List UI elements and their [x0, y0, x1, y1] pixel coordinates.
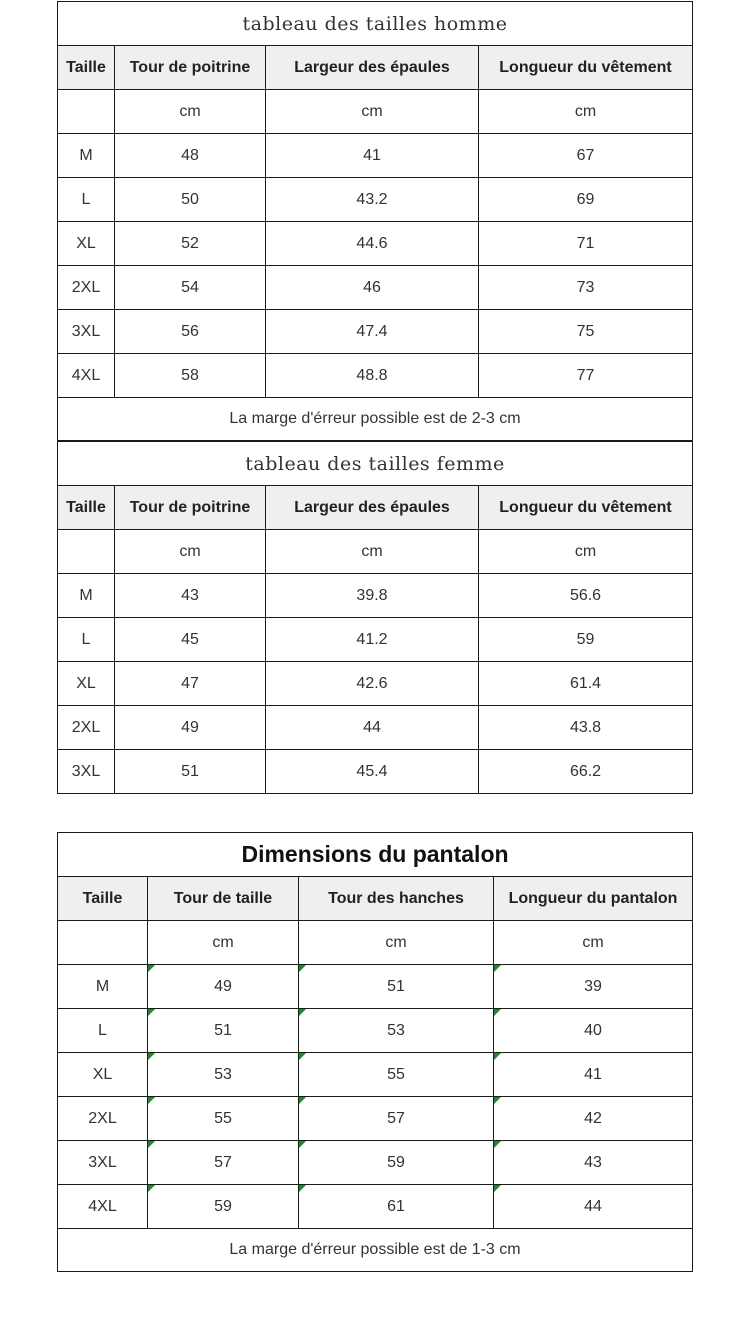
table-cell: 56: [115, 310, 266, 354]
size-cell: 3XL: [58, 1141, 148, 1185]
table-cell: 55: [148, 1097, 299, 1141]
men-header-row: [58, 46, 693, 90]
pants-units-row: [58, 921, 693, 965]
header-size: Taille: [58, 877, 148, 921]
table-row: [58, 750, 693, 794]
table-cell: 59: [479, 618, 693, 662]
table-row: [58, 706, 693, 750]
table-cell: 45.4: [266, 750, 479, 794]
table-row: [58, 178, 693, 222]
table-cell: 45: [115, 618, 266, 662]
header-size: Taille: [58, 486, 115, 530]
table-row: [58, 134, 693, 178]
table-cell: 48: [115, 134, 266, 178]
table-cell: 67: [479, 134, 693, 178]
table-cell: 58: [115, 354, 266, 398]
table-row: [58, 1097, 693, 1141]
unit-cell: cm: [148, 921, 299, 965]
table-cell: 61.4: [479, 662, 693, 706]
men-size-table: [57, 1, 693, 441]
unit-cell: cm: [479, 90, 693, 134]
size-cell: 2XL: [58, 706, 115, 750]
women-table-title: tableau des tailles femme: [58, 442, 693, 486]
table-row: [58, 618, 693, 662]
header-shoulder: Largeur des épaules: [266, 486, 479, 530]
table-cell: 51: [115, 750, 266, 794]
table-row: [58, 1141, 693, 1185]
table-cell: 71: [479, 222, 693, 266]
women-units-row: [58, 530, 693, 574]
size-cell: L: [58, 178, 115, 222]
table-cell: 41: [494, 1053, 693, 1097]
men-units-row: [58, 90, 693, 134]
size-cell: 3XL: [58, 750, 115, 794]
header-length: Longueur du vêtement: [479, 46, 693, 90]
table-cell: 39.8: [266, 574, 479, 618]
size-cell: M: [58, 134, 115, 178]
table-cell: 53: [148, 1053, 299, 1097]
table-cell: 43.2: [266, 178, 479, 222]
table-cell: 75: [479, 310, 693, 354]
table-cell: 56.6: [479, 574, 693, 618]
pants-size-table: [57, 832, 693, 1272]
table-row: [58, 310, 693, 354]
women-header-row: [58, 486, 693, 530]
table-cell: 43: [494, 1141, 693, 1185]
table-cell: 42: [494, 1097, 693, 1141]
unit-cell: [58, 530, 115, 574]
table-cell: 55: [299, 1053, 494, 1097]
table-row: [58, 574, 693, 618]
table-row: [58, 1185, 693, 1229]
table-cell: 48.8: [266, 354, 479, 398]
size-cell: 3XL: [58, 310, 115, 354]
table-cell: 47.4: [266, 310, 479, 354]
unit-cell: cm: [299, 921, 494, 965]
table-cell: 41.2: [266, 618, 479, 662]
unit-cell: cm: [115, 90, 266, 134]
table-cell: 49: [115, 706, 266, 750]
size-cell: 4XL: [58, 1185, 148, 1229]
table-cell: 50: [115, 178, 266, 222]
unit-cell: [58, 921, 148, 965]
table-cell: 43: [115, 574, 266, 618]
table-cell: 42.6: [266, 662, 479, 706]
table-cell: 44: [266, 706, 479, 750]
men-tolerance-note: La marge d'érreur possible est de 2-3 cm: [58, 398, 693, 441]
table-cell: 51: [299, 965, 494, 1009]
header-chest: Tour de poitrine: [115, 46, 266, 90]
table-cell: 53: [299, 1009, 494, 1053]
pants-tolerance-note: La marge d'érreur possible est de 1-3 cm: [58, 1229, 693, 1272]
table-cell: 57: [299, 1097, 494, 1141]
table-cell: 44: [494, 1185, 693, 1229]
table-cell: 46: [266, 266, 479, 310]
size-cell: M: [58, 574, 115, 618]
header-length: Longueur du vêtement: [479, 486, 693, 530]
table-row: [58, 662, 693, 706]
table-cell: 41: [266, 134, 479, 178]
unit-cell: cm: [266, 530, 479, 574]
size-cell: 2XL: [58, 266, 115, 310]
unit-cell: cm: [266, 90, 479, 134]
table-cell: 51: [148, 1009, 299, 1053]
size-cell: L: [58, 1009, 148, 1053]
table-cell: 61: [299, 1185, 494, 1229]
table-cell: 54: [115, 266, 266, 310]
table-cell: 43.8: [479, 706, 693, 750]
table-cell: 49: [148, 965, 299, 1009]
table-cell: 40: [494, 1009, 693, 1053]
women-size-table: [57, 441, 693, 794]
men-table-title: tableau des tailles homme: [58, 2, 693, 46]
table-cell: 39: [494, 965, 693, 1009]
header-size: Taille: [58, 46, 115, 90]
size-cell: 2XL: [58, 1097, 148, 1141]
table-cell: 57: [148, 1141, 299, 1185]
size-cell: XL: [58, 1053, 148, 1097]
table-row: [58, 1053, 693, 1097]
table-cell: 52: [115, 222, 266, 266]
table-cell: 47: [115, 662, 266, 706]
pants-header-row: [58, 877, 693, 921]
header-waist: Tour de taille: [148, 877, 299, 921]
table-cell: 44.6: [266, 222, 479, 266]
size-cell: XL: [58, 222, 115, 266]
table-row: [58, 222, 693, 266]
unit-cell: cm: [115, 530, 266, 574]
header-pants-length: Longueur du pantalon: [494, 877, 693, 921]
size-cell: M: [58, 965, 148, 1009]
table-cell: 77: [479, 354, 693, 398]
header-hips: Tour des hanches: [299, 877, 494, 921]
size-cell: XL: [58, 662, 115, 706]
pants-table-title: Dimensions du pantalon: [58, 833, 693, 877]
unit-cell: cm: [479, 530, 693, 574]
table-cell: 69: [479, 178, 693, 222]
header-chest: Tour de poitrine: [115, 486, 266, 530]
size-cell: 4XL: [58, 354, 115, 398]
unit-cell: [58, 90, 115, 134]
size-cell: L: [58, 618, 115, 662]
table-row: [58, 1009, 693, 1053]
table-cell: 66.2: [479, 750, 693, 794]
unit-cell: cm: [494, 921, 693, 965]
table-row: [58, 266, 693, 310]
table-cell: 59: [148, 1185, 299, 1229]
table-cell: 73: [479, 266, 693, 310]
table-row: [58, 965, 693, 1009]
table-cell: 59: [299, 1141, 494, 1185]
table-row: [58, 354, 693, 398]
header-shoulder: Largeur des épaules: [266, 46, 479, 90]
